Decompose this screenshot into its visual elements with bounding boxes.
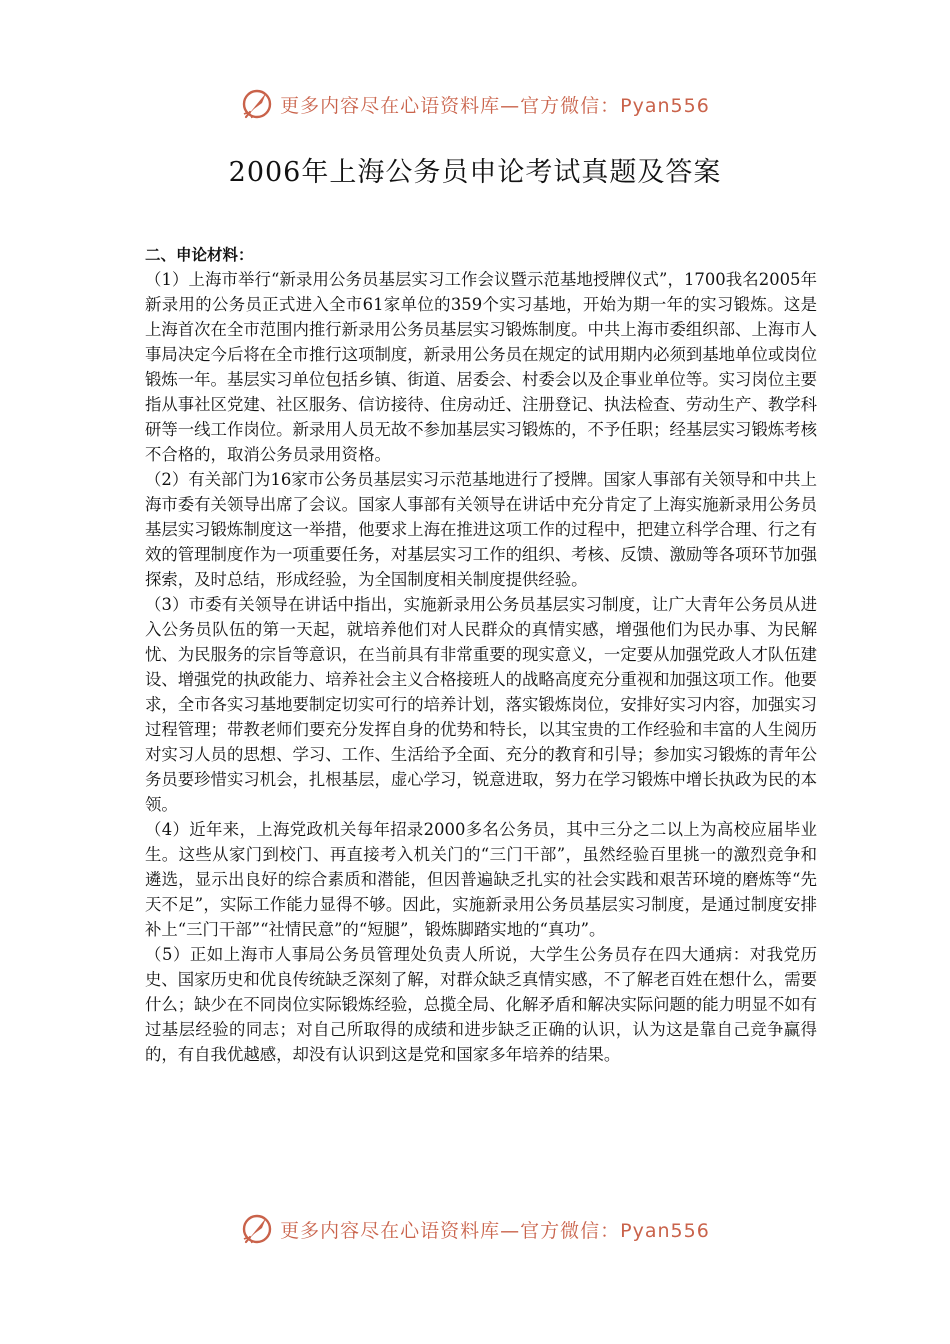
- document-body: [145, 243, 817, 1067]
- watermark-text: 更多内容尽在心语资料库—官方微信：Pyan556: [280, 94, 710, 117]
- paragraph-3: （3）市委有关领导在讲话中指出，实施新录用公务员基层实习制度，让广大青年公务员从进入公务员队伍的第一天起，就培养他们对人民群众的真情实感，增强他们为民办事、为民解忧、为民服务的宗旨等意识，在当前具有非常重要的现实意义，一定要从加强党政人才队伍建设、增强党的执政能力、培养社会主义合格接班人的战略高度充分重视和加强这项工作。他要求，全市各实习基地要制定切实可行的培养计划，落实锻炼岗位，安排好实习内容，加强实习过程管理；带教老师们要充分发挥自身的优势和特长，以其宝贵的工作经验和丰富的人生阅历对实习人员的思想、学习、工作、生活给予全面、充分的教育和引导；参加实习锻炼的青年公务员要珍惜实习机会，扎根基层，虚心学习，锐意进取，努力在学习锻炼中增长执政为民的本领。: [145, 595, 818, 814]
- document-title: 2006年上海公务员申论考试真题及答案: [228, 157, 722, 188]
- paragraph-5: （5）正如上海市人事局公务员管理处负责人所说，大学生公务员存在四大通病：对我党历史、国家历史和优良传统缺乏深刻了解，对群众缺乏真情实感，不了解老百姓在想什么，需要什么；缺少在不同岗位实际锻炼经验，总揽全局、化解矛盾和解决实际问题的能力明显不如有过基层经验的同志；对自己所取得的成绩和进步缺乏正确的认识，认为这是靠自己竞争赢得的，有自我优越感，却没有认识到这是党和国家多年培养的结果。: [145, 945, 818, 1064]
- header-watermark-banner: [0, 84, 950, 124]
- paragraph-1: （1）上海市举行“新录用公务员基层实习工作会议暨示范基地授牌仪式”，1700我名2005年新录用的公务员正式进入全市61家单位的359个实习基地，开始为期一年的实习锻炼。这是上海首次在全市范围内推行新录用公务员基层实习锻炼制度。中共上海市委组织部、上海市人事局决定今后将在全市推行这项制度，新录用公务员在规定的试用期内必须到基地单位或岗位锻炼一年。基层实习单位包括乡镇、街道、居委会、村委会以及企事业单位等。实习岗位主要指从事社区党建、社区服务、信访接待、住房动迁、注册登记、执法检查、劳动生产、教学科研等一线工作岗位。新录用人员无故不参加基层实习锻炼的，不予任职；经基层实习锻炼考核不合格的，取消公务员录用资格。: [145, 270, 818, 464]
- quill-pen-logo-icon: [240, 87, 274, 121]
- footer-watermark-banner: [0, 1209, 950, 1249]
- watermark-text: 更多内容尽在心语资料库—官方微信：Pyan556: [280, 1219, 710, 1242]
- paragraph-2: （2）有关部门为16家市公务员基层实习示范基地进行了授牌。国家人事部有关领导和中共上海市委有关领导出席了会议。国家人事部有关领导在讲话中充分肯定了上海实施新录用公务员基层实习锻炼制度这一举措，他要求上海在推进这项工作的过程中，把建立科学合理、行之有效的管理制度作为一项重要任务，对基层实习工作的组织、考核、反馈、激励等各项环节加强探索，及时总结，形成经验，为全国制度相关制度提供经验。: [145, 470, 818, 589]
- paragraph-4: （4）近年来，上海党政机关每年招录2000多名公务员，其中三分之二以上为高校应届毕业生。这些从家门到校门、再直接考入机关门的“三门干部”，虽然经验百里挑一的激烈竞争和遴选，显示出良好的综合素质和潜能，但因普遍缺乏扎实的社会实践和艰苦环境的磨炼等“先天不足”，实际工作能力显得不够。因此，实施新录用公务员基层实习制度，是通过制度安排补上“三门干部”“社情民意”的“短腿”，锻炼脚踏实地的“真功”。: [145, 820, 817, 939]
- quill-pen-logo-icon: [240, 1212, 274, 1246]
- section-heading: 二、申论材料：: [145, 246, 254, 264]
